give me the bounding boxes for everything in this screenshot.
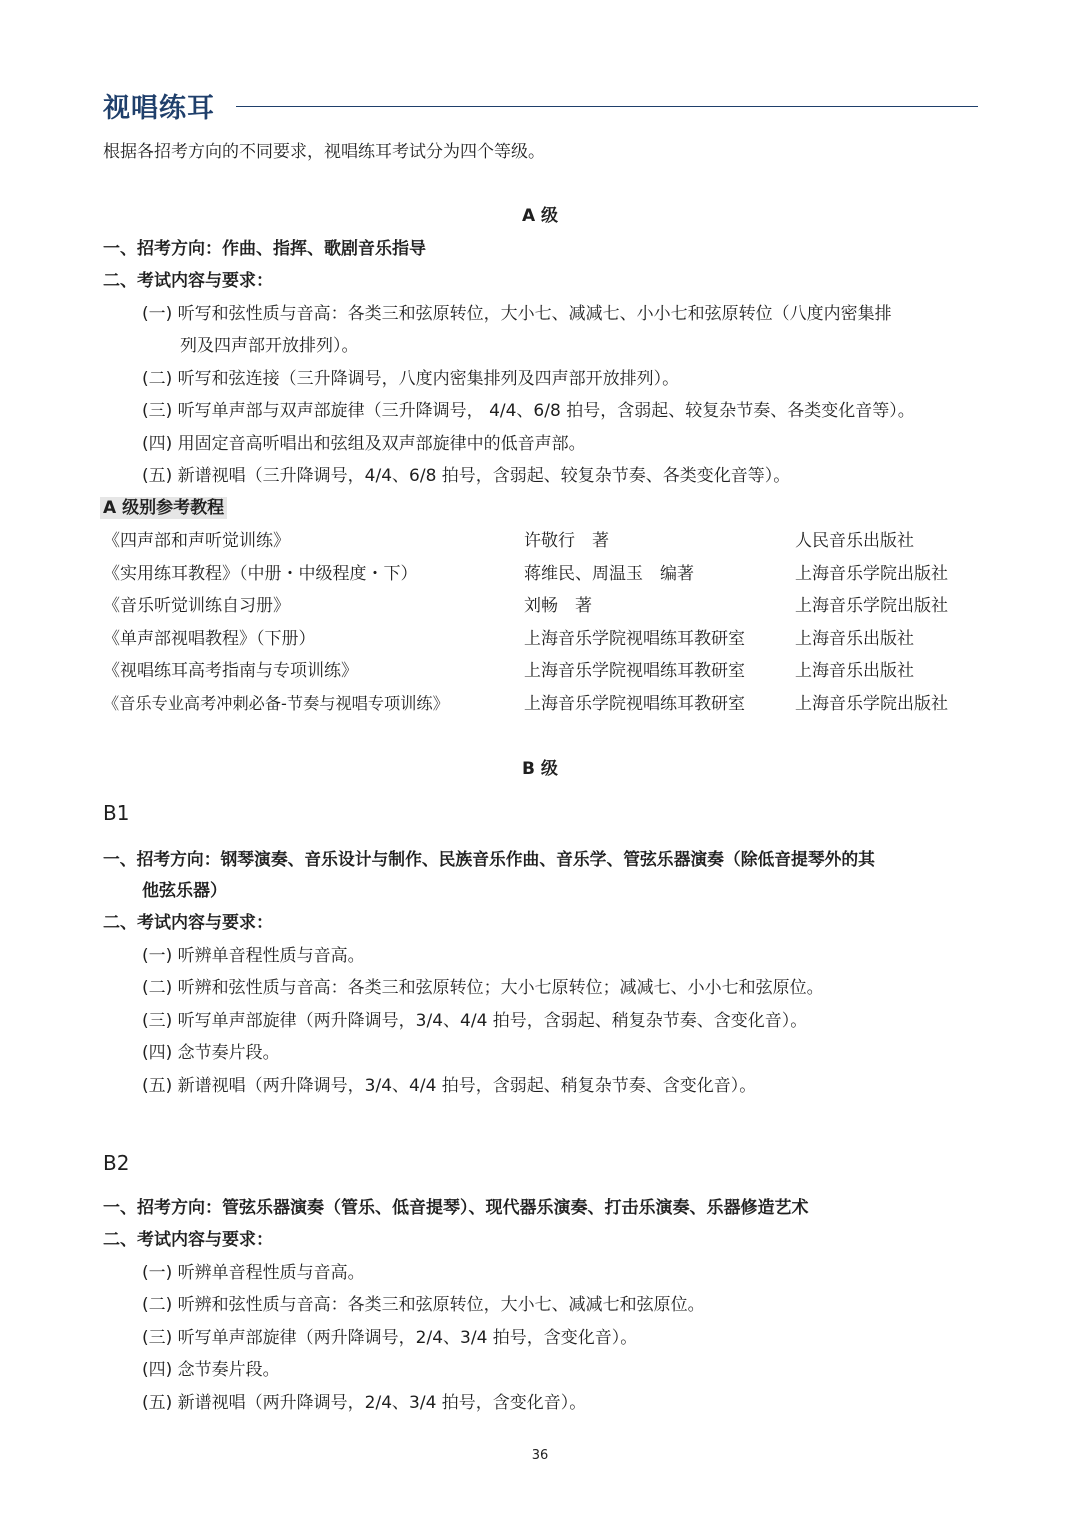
a-level-heading: A 级 xyxy=(521,206,559,226)
ref-book: 《视唱练耳高考指南与专项训练》 xyxy=(103,661,358,681)
b1-item-2: (二) 听辨和弦性质与音高：各类三和弦原转位；大小七原转位；减减七、小小七和弦原位。 xyxy=(142,978,824,998)
b2-direction: 一、招考方向：管弦乐器演奏（管乐、低音提琴）、现代器乐演奏、打击乐演奏、乐器修造艺术 xyxy=(103,1198,809,1218)
b1-item-5: (五) 新谱视唱（两升降调号，3/4、4/4 拍号，含弱起、稍复杂节奏、含变化音）。 xyxy=(142,1076,757,1096)
b1-content-heading: 二、考试内容与要求： xyxy=(103,913,273,933)
b1-label: B1 xyxy=(103,801,130,825)
b2-item-3: (三) 听写单声部旋律（两升降调号，2/4、3/4 拍号，含变化音）。 xyxy=(142,1328,638,1348)
b2-label: B2 xyxy=(103,1151,130,1175)
title-divider xyxy=(236,106,978,107)
ref-book: 《音乐听觉训练自习册》 xyxy=(103,596,290,616)
ref-author: 蒋维民、周温玉 编著 xyxy=(524,564,694,584)
a-direction: 一、招考方向：作曲、指挥、歌剧音乐指导 xyxy=(103,239,426,259)
ref-book: 《音乐专业高考冲刺必备-节奏与视唱专项训练》 xyxy=(103,694,449,713)
b2-item-4: (四) 念节奏片段。 xyxy=(142,1360,280,1380)
a-item-1: (一) 听写和弦性质与音高：各类三和弦原转位，大小七、减减七、小小七和弦原转位（八度内密集排 xyxy=(142,304,892,324)
b2-content-heading: 二、考试内容与要求： xyxy=(103,1230,273,1250)
intro-text: 根据各招考方向的不同要求，视唱练耳考试分为四个等级。 xyxy=(103,142,545,162)
b2-item-5: (五) 新谱视唱（两升降调号，2/4、3/4 拍号，含变化音）。 xyxy=(142,1393,587,1413)
ref-author: 上海音乐学院视唱练耳教研室 xyxy=(524,629,745,649)
b1-item-3: (三) 听写单声部旋律（两升降调号，3/4、4/4 拍号，含弱起、稍复杂节奏、含变化音）。 xyxy=(142,1011,808,1031)
ref-publisher: 上海音乐出版社 xyxy=(795,661,914,681)
page-number: 36 xyxy=(531,1448,549,1463)
b2-item-1: (一) 听辨单音程性质与音高。 xyxy=(142,1263,365,1283)
page-title: 视唱练耳 xyxy=(103,93,215,124)
ref-author: 刘畅 著 xyxy=(524,596,592,616)
a-item-3: (三) 听写单声部与双声部旋律（三升降调号， 4/4、6/8 拍号，含弱起、较复杂节奏、各类变化音等）。 xyxy=(142,401,915,421)
b-level-heading: B 级 xyxy=(522,759,558,779)
a-reference-heading: A 级别参考教程 xyxy=(100,497,227,519)
ref-publisher: 人民音乐出版社 xyxy=(795,531,914,551)
a-item-2: (二) 听写和弦连接（三升降调号，八度内密集排列及四声部开放排列）。 xyxy=(142,369,680,389)
b1-direction: 一、招考方向：钢琴演奏、音乐设计与制作、民族音乐作曲、音乐学、管弦乐器演奏（除低音提琴外的其 xyxy=(103,849,875,869)
ref-book: 《四声部和声听觉训练》 xyxy=(103,531,290,551)
ref-book: 《单声部视唱教程》（下册） xyxy=(103,629,316,649)
ref-book: 《实用练耳教程》（中册・中级程度・下） xyxy=(103,564,418,584)
ref-author: 上海音乐学院视唱练耳教研室 xyxy=(524,694,745,714)
ref-author: 许敬行 著 xyxy=(524,531,609,551)
a-item-4: (四) 用固定音高听唱出和弦组及双声部旋律中的低音声部。 xyxy=(142,434,586,454)
b1-item-4: (四) 念节奏片段。 xyxy=(142,1043,280,1063)
ref-author: 上海音乐学院视唱练耳教研室 xyxy=(524,661,745,681)
ref-publisher: 上海音乐出版社 xyxy=(795,629,914,649)
a-item-1-cont: 列及四声部开放排列）。 xyxy=(180,336,359,356)
ref-publisher: 上海音乐学院出版社 xyxy=(795,564,948,584)
a-content-heading: 二、考试内容与要求： xyxy=(103,271,273,291)
ref-publisher: 上海音乐学院出版社 xyxy=(795,694,948,714)
b2-item-2: (二) 听辨和弦性质与音高：各类三和弦原转位，大小七、减减七和弦原位。 xyxy=(142,1295,705,1315)
b1-direction-cont: 他弦乐器） xyxy=(142,881,227,901)
b1-item-1: (一) 听辨单音程性质与音高。 xyxy=(142,946,365,966)
ref-publisher: 上海音乐学院出版社 xyxy=(795,596,948,616)
a-item-5: (五) 新谱视唱（三升降调号，4/4、6/8 拍号，含弱起、较复杂节奏、各类变化音等）。 xyxy=(142,466,791,486)
